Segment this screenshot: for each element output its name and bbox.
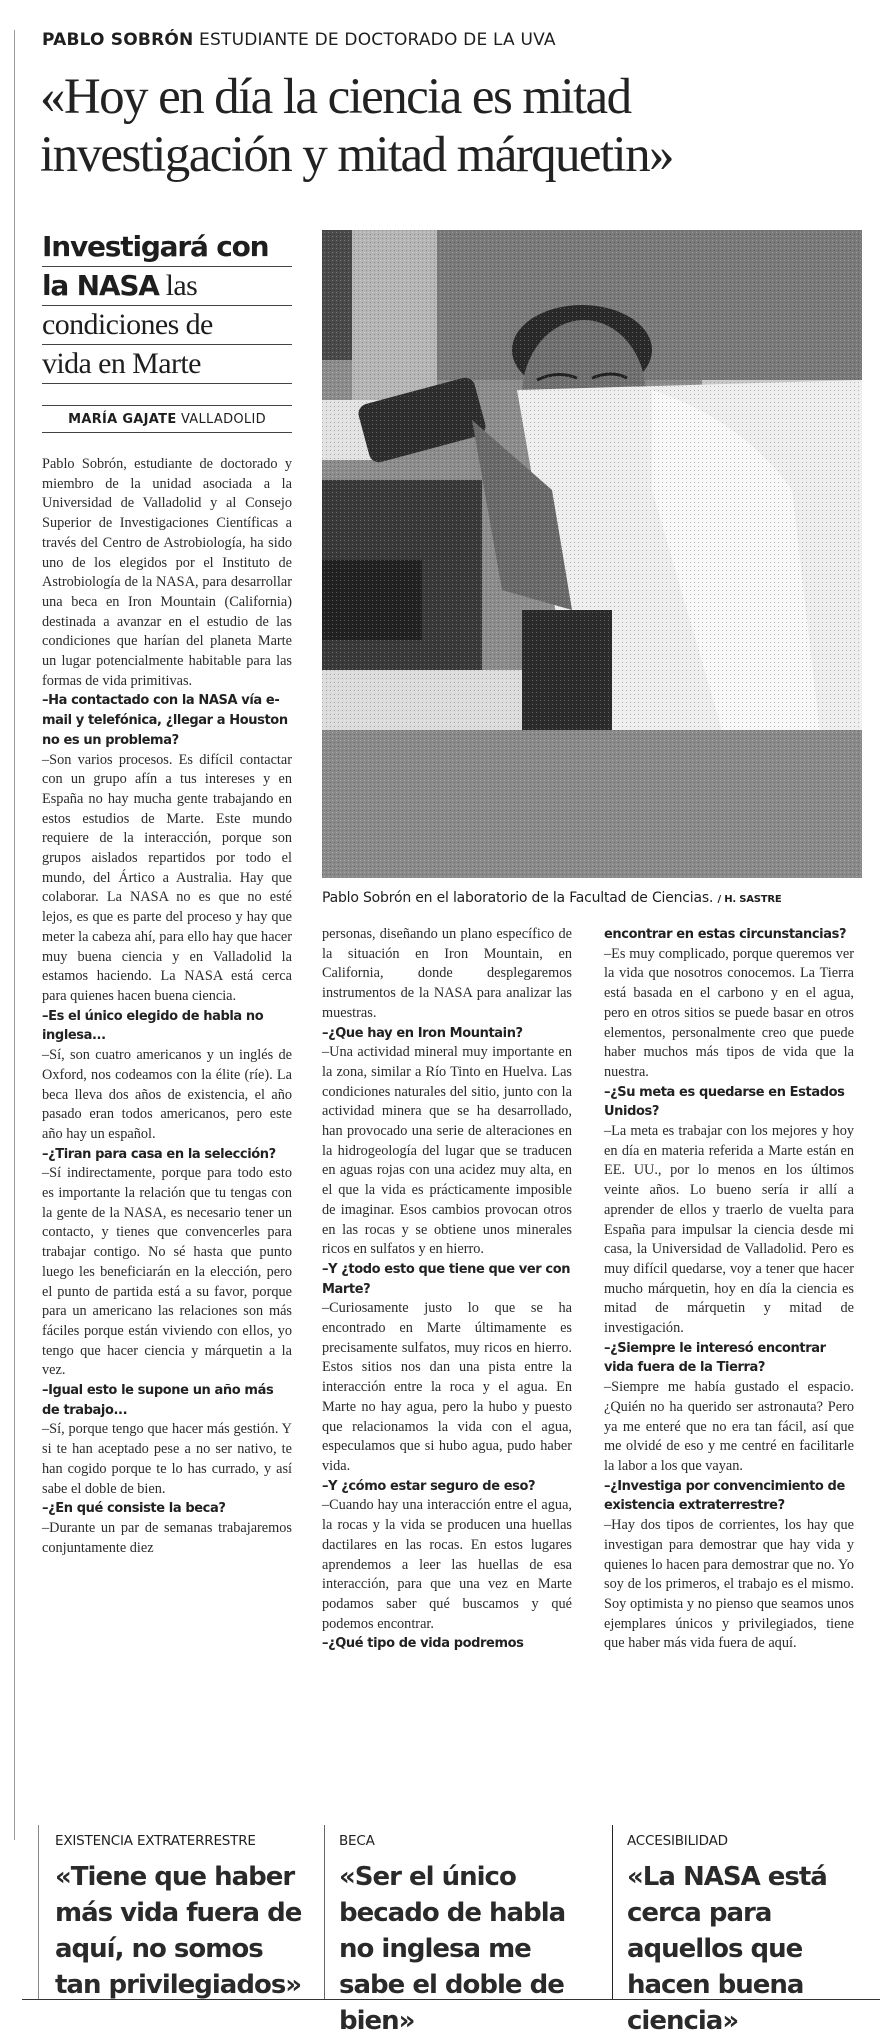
article-column-1 bbox=[42, 455, 292, 1558]
answer: –Sí indirectamente, porque para todo esto es importante la relación que tu tengas con la gente de la NASA, es necesario tener un contacto, y tienes que convencerles para trabajar contigo. No sé hasta que punto luego les beneficiarán en la elección, pero el punto de partida está a su favor, porque para un americano las relaciones son más fáciles porque están viviendo con ellos, yo tengo que hacer ciencia y márquetin a la vez. bbox=[42, 1165, 292, 1379]
answer: –Es muy complicado, porque queremos ver la vida que nosotros conocemos. La Tierra está basada en el carbono y en el agua, pero en otros sitios se puede basar en otros elementos, personalmente creo que puede haber muchos más tipos de vida que la nuestra. bbox=[604, 945, 854, 1080]
photo-illustration bbox=[322, 230, 862, 878]
question: –Ha contactado con la NASA vía e-mail y telefónica, ¿llegar a Houston no es un problema? bbox=[42, 693, 288, 748]
answer: –Una actividad mineral muy importante en la zona, similar a Río Tinto en Huelva. Las condiciones naturales del sitio, junto con la actividad minera que se ha desarrollado, han provocado una serie de alteraciones en la hidrogeología del lugar que se traducen en aguas rojas con una acidez muy alta, en el que la vida es prácticamente imposible de imaginar. Esos cambios provocan otros en las rocas y se obtiene unos minerales ricos en sulfatos y en hierro. bbox=[322, 1044, 572, 1258]
answer: –Curiosamente justo lo que se ha encontrado en Marte últimamente es precisamente sulfatos, muy ricos en hierro. Estos sitios nos dan una pista entre la interacción entre la roca y el agua. En Marte no hay agua, pero la hubo y puesto que relacionamos la vida con el agua, especulamos que si hubo agua, pudo haber vida. bbox=[322, 1300, 572, 1474]
headline: «Hoy en día la ciencia es mitad investigación y mitad márquetin» bbox=[40, 69, 673, 183]
photo-credit: / H. SASTRE bbox=[717, 894, 782, 905]
answer-continued: –Durante un par de semanas trabajaremos conjuntamente diez bbox=[42, 1519, 292, 1556]
question-continuation: encontrar en estas circunstancias? bbox=[604, 927, 847, 942]
question: –Es el único elegido de habla no inglesa... bbox=[42, 1008, 264, 1044]
answer: –Hay dos tipos de corrientes, los hay que investigan para demostrar que hay vida y quienes lo hacen para demostrar que no. Yo soy de los primeros, el trabajo es el mismo. Soy optimista y no pienso que seamos unos ejemplares únicos y privilegiados, tiene que haber más vida fuera de aquí. bbox=[604, 1517, 854, 1652]
question: –¿Su meta es quedarse en Estados Unidos? bbox=[604, 1084, 845, 1120]
caption-text: Pablo Sobrón en el laboratorio de la Facultad de Ciencias. bbox=[322, 890, 714, 906]
subhead-line-1: Investigará con bbox=[42, 228, 292, 267]
article-column-3 bbox=[604, 925, 854, 1654]
pull-quote-text: «La NASA está cerca para aquellos que hacen buena ciencia» bbox=[627, 1862, 827, 2036]
question-continued: –¿Qué tipo de vida podremos bbox=[322, 1636, 524, 1652]
pull-quote bbox=[612, 1825, 882, 2036]
pull-quote bbox=[38, 1825, 310, 1999]
answer: –Sí, porque tengo que hacer más gestión. Y si te han aceptado pese a no ser nativo, te han cogido porque te lo has currado, y así sabe el doble de bien. bbox=[42, 1421, 292, 1497]
subhead-nasa: la NASA bbox=[42, 269, 159, 302]
byline-place: VALLADOLID bbox=[180, 412, 266, 427]
pull-quote-category: BECA bbox=[339, 1833, 375, 1849]
interviewee-name: PABLO SOBRÓN bbox=[42, 30, 194, 50]
answer: –La meta es trabajar con los mejores y hoy en día en materia referida a Marte están en EE. UU., por lo menos en los últimos veinte años. Lo bueno sería ir allí a aprender de ellos y traerlo de vuelta para España para impulsar la ciencia desde mi casa, la Universidad de Valladolid. Pero es muy difícil quedarse, voy a tener que hacer mucho márquetin, hoy en día la ciencia es mitad de márquetin y mitad de investigación. bbox=[604, 1123, 854, 1337]
question: –¿Tiran para casa en la selección? bbox=[42, 1146, 276, 1162]
pull-quote-text: «Ser el único becado de habla no inglesa me sabe el doble de bien» bbox=[339, 1862, 566, 2036]
pull-quotes-band bbox=[22, 1825, 880, 2036]
pull-quote-text: «Tiene que haber más vida fuera de aquí, no somos tan privilegiados» bbox=[55, 1862, 302, 2000]
answer-continuation: personas, diseñando un plano específico de la situación en Iron Mountain, en California, donde desplegaremos instrumentos de la NASA para analizar las muestras. bbox=[322, 926, 572, 1021]
subhead-las: las bbox=[158, 269, 198, 302]
pull-quote-category: ACCESIBILIDAD bbox=[627, 1833, 728, 1849]
question: –Igual esto le supone un año más de trabajo... bbox=[42, 1383, 274, 1418]
question: –¿Investiga por convencimiento de existencia extraterrestre? bbox=[604, 1478, 845, 1514]
intro-paragraph: Pablo Sobrón, estudiante de doctorado y miembro de la unidad asociada a la Universidad de Valladolid y al Consejo Superior de Investigaciones Científicas a través del Centro de Astrobiología, ha sido uno de los elegidos por el Instituto de Astrobiología de la NASA, para desarrollar una beca en Iron Mountain (California) destinada a avanzar en el estudio de las condiciones que harían del planeta Marte un lugar potencialmente habitable para las formas de vida primitivas. bbox=[42, 456, 292, 689]
answer: –Cuando hay una interacción entre el agua, la rocas y la vida se producen una huellas dactilares en las rocas. En estos lugares aprendemos a leer las huellas de esa interacción, para que una vez en Marte podamos saber qué buscamos y qué podemos encontrar. bbox=[322, 1497, 572, 1632]
question: –Y ¿cómo estar seguro de eso? bbox=[322, 1478, 536, 1494]
question: –¿Que hay en Iron Mountain? bbox=[322, 1025, 523, 1041]
answer: –Son varios procesos. Es difícil contactar con un grupo afín a tus intereses y en España no hay mucha gente trabajando en estos estudios de Marte. Este mundo requiere de la interacción, porque son grupos aislados repartidos por todo el mundo, del Ártico a Australia. Hay que colaborar. La NASA no es que no esté lejos, es que es parte del proceso y hay que meter la cabeza ahí, para ello hay que hacer muy buena ciencia y en Valladolid la estamos haciendo. La NASA está cerca para quienes hacen buena ciencia. bbox=[42, 751, 292, 1004]
pull-quote bbox=[324, 1825, 594, 2036]
subheadline bbox=[42, 228, 292, 384]
question: –¿Siempre le interesó encontrar vida fuera de la Tierra? bbox=[604, 1340, 826, 1376]
photo-caption bbox=[322, 890, 782, 906]
question: –Y ¿todo esto que tiene que ver con Marte? bbox=[322, 1261, 571, 1297]
article-column-2 bbox=[322, 925, 572, 1654]
answer: –Sí, son cuatro americanos y un inglés de Oxford, nos codeamos con la élite (ríe). La beca lleva dos años de existencia, el año pasado eran todos americanos, pero este año hay un español. bbox=[42, 1047, 292, 1142]
subhead-line-2 bbox=[42, 267, 292, 306]
kicker bbox=[42, 30, 556, 50]
byline bbox=[42, 405, 292, 433]
pull-quote-category: EXISTENCIA EXTRATERRESTRE bbox=[55, 1833, 256, 1849]
subhead-line-3: condiciones de bbox=[42, 306, 292, 345]
interviewee-role: ESTUDIANTE DE DOCTORADO DE LA UVA bbox=[199, 30, 556, 50]
question: –¿En qué consiste la beca? bbox=[42, 1501, 226, 1517]
answer: –Siempre me había gustado el espacio. ¿Quién no ha querido ser astronauta? Pero ya me enteré que no era tan fácil, así que me olvidé de eso y me centré en facilitarle la labor a los que vayan. bbox=[604, 1379, 854, 1474]
left-column-rule bbox=[14, 30, 15, 1840]
byline-author: MARÍA GAJATE bbox=[68, 412, 177, 427]
subhead-line-4: vida en Marte bbox=[42, 345, 292, 384]
article-photo bbox=[322, 230, 862, 878]
